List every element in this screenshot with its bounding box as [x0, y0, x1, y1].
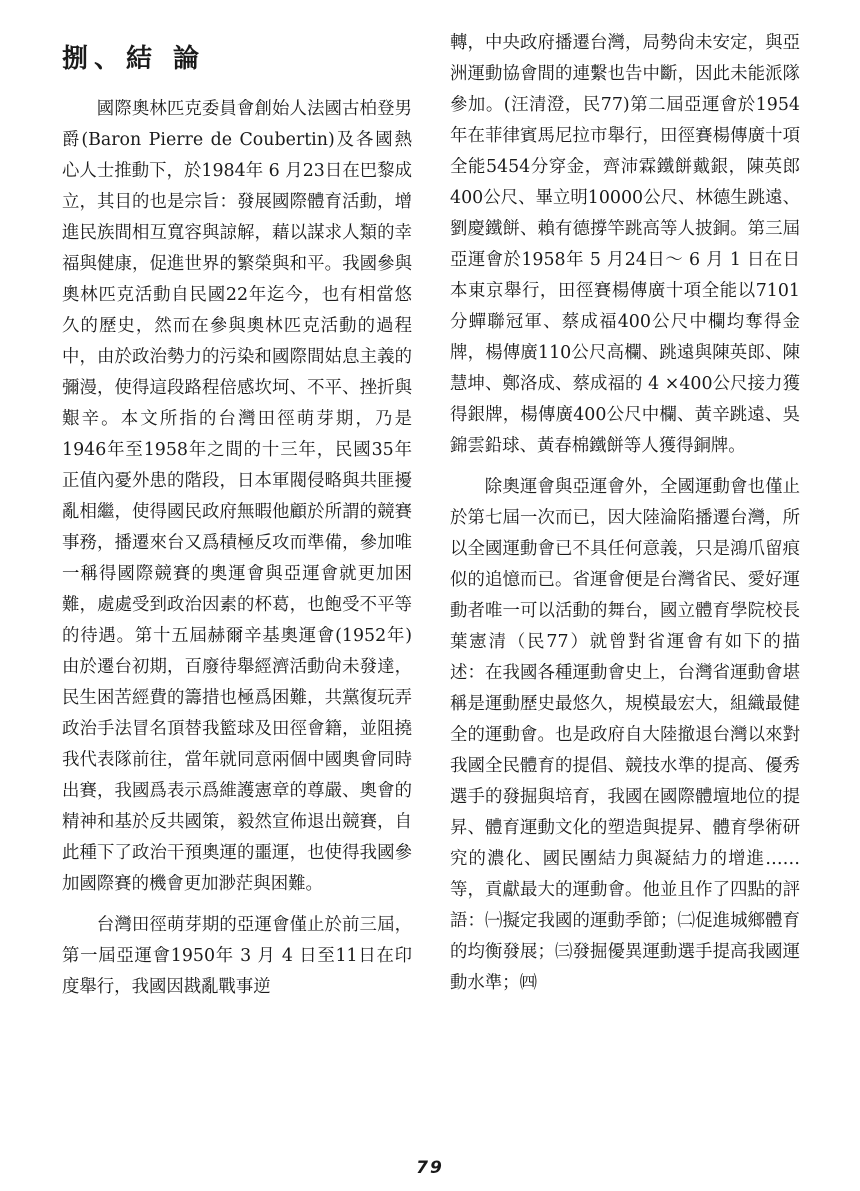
right-column — [450, 28, 800, 1009]
section-heading: 捌、結 論 — [62, 44, 206, 74]
page-number: 79 — [416, 1158, 444, 1178]
left-column — [62, 28, 412, 1013]
conclusion-paragraph-1: 國際奧林匹克委員會創始人法國古柏登男爵(Baron Pierre de Coubertin)及各國熱心人士推動下，於1984年 6 月23日在巴黎成立，其目的也是宗旨：發展國際體育活動，增進民族間相互寬容與諒解，藉以謀求人類的幸福與健康，促進世界的繁榮與和平。我國參與奧林匹克活動自民國22年迄今，也有相當悠久的歷史，然而在參與奧林匹克活動的過程中，由於政治勢力的污染和國際間姑息主義的彌漫，使得這段路程倍感坎坷、不平、挫折與艱辛。本文所指的台灣田徑萌芽期，乃是1946年至1958年之間的十三年，民國35年正值內憂外患的階段，日本軍閥侵略與共匪擾亂相繼，使得國民政府無暇他顧於所謂的競賽事務，播遷來台又爲積極反攻而準備，參加唯一稱得國際競賽的奧運會與亞運會就更加困難，處處受到政治因素的杯葛，也飽受不平等的待遇。第十五屆赫爾辛基奧運會(1952年)由於遷台初期，百廢待舉經濟活動尙未發達，民生困苦經費的籌措也極爲困難，共黨復玩弄政治手法冒名頂替我籃球及田徑會籍，並阻撓我代表隊前往，當年就同意兩個中國奧會同時出賽，我國爲表示爲維護憲章的尊嚴、奧會的精神和基於反共國策，毅然宣佈退出競賽，自此種下了政治干預奧運的噩運，也使得我國參加國際賽的機會更加渺茫與困難。 — [62, 99, 412, 894]
conclusion-paragraph-2: 台灣田徑萌芽期的亞運會僅止於前三屆，第一屆亞運會1950年 3 月 4 日至11日在印度舉行，我國因戡亂戰事逆 — [62, 915, 412, 997]
conclusion-paragraph-3: 除奧運會與亞運會外，全國運動會也僅止於第七屆一次而已，因大陸淪陷播遷台灣，所以全國運動會已不具任何意義，只是鴻爪留痕似的追憶而已。省運會便是台灣省民、愛好運動者唯一可以活動的舞台，國立體育學院校長葉憲清（民77）就曾對省運會有如下的描述：在我國各種運動會史上，台灣省運動會堪稱是運動歷史最悠久，規模最宏大，組織最健全的運動會。也是政府自大陸撤退台灣以來對我國全民體育的提倡、競技水準的提高、優秀選手的發掘與培育，我國在國際體壇地位的提昇、體育運動文化的塑造與提昇、體育學術研究的濃化、國民團結力與凝結力的增進……等，貢獻最大的運動會。他並且作了四點的評語：㈠擬定我國的運動季節；㈡促進城鄉體育的均衡發展；㈢發掘優異運動選手提高我國運動水準；㈣ — [450, 477, 800, 993]
conclusion-paragraph-2-continued: 轉，中央政府播遷台灣，局勢尙未安定，與亞洲運動協會間的連繫也告中斷，因此未能派隊參加。(汪清澄，民77)第二屆亞運會於1954年在菲律賓馬尼拉市舉行，田徑賽楊傳廣十項全能5454分穿金，齊沛霖鐵餅戴銀，陳英郎400公尺、畢立明10000公尺、林德生跳遠、劉慶鐵餅、賴有德撐竿跳高等人披銅。第三屆亞運會於1958年 5 月24日～ 6 月 1 日在日本東京舉行，田徑賽楊傳廣十項全能以7101分蟬聯冠軍、蔡成福400公尺中欄均奪得金牌，楊傳廣110公尺高欄、跳遠與陳英郎、陳慧坤、鄭洛成、蔡成福的 4 ×400公尺接力獲得銀牌，楊傳廣400公尺中欄、黃辛跳遠、吳錦雲鉛球、黃春棉鐵餅等人獲得銅牌。 — [450, 33, 800, 456]
